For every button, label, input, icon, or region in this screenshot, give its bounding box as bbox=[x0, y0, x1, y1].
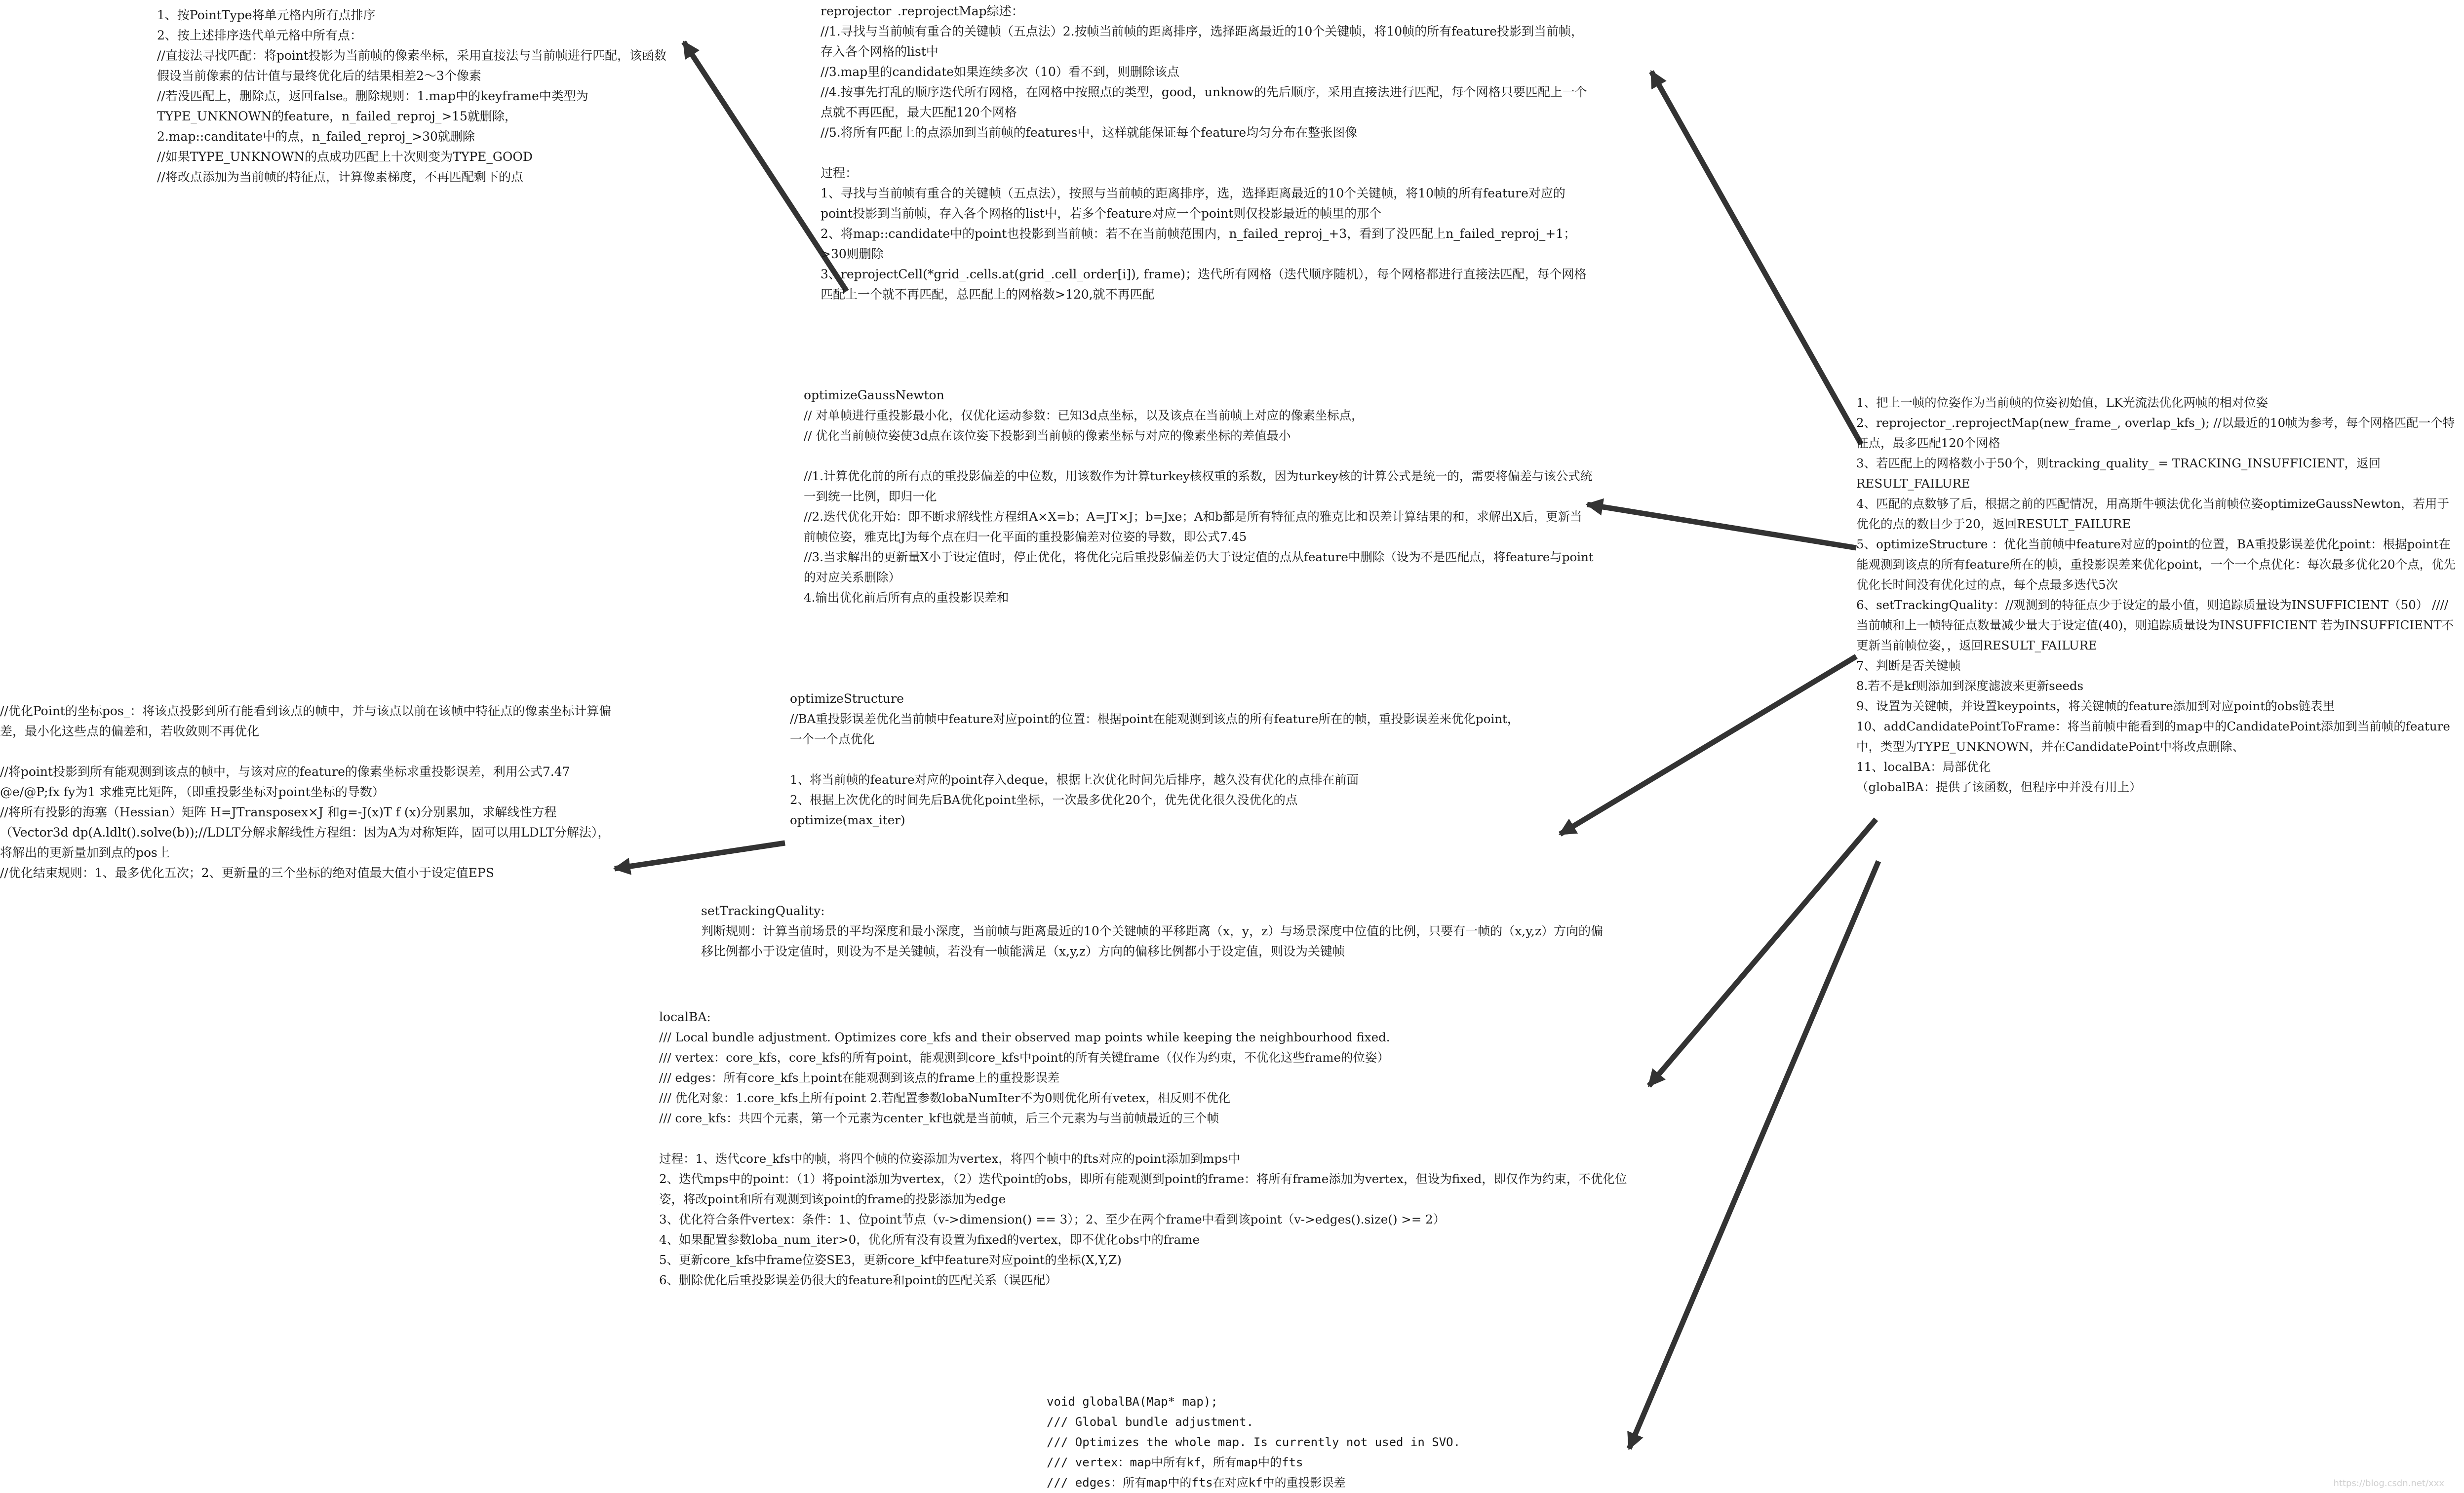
note-line: 2.map::canditate中的点，n_failed_reproj_>30就删除 bbox=[157, 129, 475, 144]
note-line: //优化Point的坐标pos_：将该点投影到所有能看到该点的帧中，并与该点以前在该帧中特征点的像素坐标计算偏差，最小化这些点的偏差和，若收敛则不再优化 bbox=[0, 704, 612, 738]
optimize-structure-note bbox=[790, 689, 1530, 830]
note-line: //将所有投影的海塞（Hessian）矩阵 H=JTransposex×J 和g=-J(x)T f (x)分别累加，求解线性方程（Vector3d dp(A.ldlt().solve(b));//LDLT分解求解线性方程组：因为A为对称矩阵，固可以用LDLT分解法），将解出的更新量加到点的pos上 bbox=[0, 805, 610, 860]
track-frame-main-note bbox=[1856, 392, 2459, 797]
note-line: 3、若匹配上的网格数小于50个，则tracking_quality_ = TRACKING_INSUFFICIENT，返回 RESULT_FAILURE bbox=[1856, 456, 2381, 491]
global-ba-note bbox=[1047, 1392, 1639, 1493]
note-line: /// edges：所有core_kfs上point在能观测到该点的frame上的重投影误差 bbox=[659, 1071, 1060, 1085]
note-line: 2、reprojector_.reprojectMap(new_frame_, overlap_kfs_); //以最近的10帧为参考，每个网格匹配一个特征点，最多匹配120个网格 bbox=[1856, 416, 2455, 450]
note-line: 1、按PointType将单元格内所有点排序 bbox=[157, 8, 376, 22]
reproject-cell-note bbox=[157, 5, 670, 187]
note-line: 6、删除优化后重投影误差仍很大的feature和point的匹配关系（误匹配） bbox=[659, 1273, 1057, 1287]
note-line: /// Local bundle adjustment. Optimizes core_kfs and their observed map points while keeping the neighbourhood fixed. bbox=[659, 1030, 1390, 1044]
note-line: /// 优化对象：1.core_kfs上所有point 2.若配置参数lobaNumIter不为0则优化所有vetex，相反则不优化 bbox=[659, 1091, 1231, 1105]
note-line: 4.输出优化前后所有点的重投影误差和 bbox=[804, 590, 1009, 605]
note-line: void globalBA(Map* map); bbox=[1047, 1395, 1218, 1409]
local-ba-note bbox=[659, 1007, 1637, 1290]
note-line: //若没匹配上，删除点，返回false。删除规则：1.map中的keyframe中类型为TYPE_UNKNOWN的feature，n_failed_reproj_>15就删除， bbox=[157, 89, 588, 123]
note-line: //2.迭代优化开始：即不断求解线性方程组A×X=b；A=JT×J；b=Jxe；A和b都是所有特征点的雅克比和误差计算结果的和，求解出X后，更新当前帧位姿，雅克比J为每个点在归一化平面的重投影偏差对位姿的导数，即公式7.45 bbox=[804, 509, 1582, 544]
arrow-structure-to-leftmid bbox=[615, 843, 785, 869]
note-line: optimize(max_iter) bbox=[790, 813, 905, 827]
arrow-main-to-structure bbox=[1560, 656, 1856, 834]
note-line: //1.计算优化前的所有点的重投影偏差的中位数，用该数作为计算turkey核权重的系数，因为turkey核的计算公式是统一的，需要将偏差与该公式统一到统一比例，即归一化 bbox=[804, 469, 1593, 503]
note-line: //如果TYPE_UNKNOWN的点成功匹配上十次则变为TYPE_GOOD bbox=[157, 150, 533, 164]
note-line: 4、匹配的点数够了后，根据之前的匹配情况，用高斯牛顿法优化当前帧位姿optimizeGaussNewton，若用于优化的点的数目少于20，返回RESULT_FAILURE bbox=[1856, 497, 2450, 531]
note-line: 过程：1、迭代core_kfs中的帧，将四个帧的位姿添加为vertex，将四个帧中的fts对应的point添加到mps中 bbox=[659, 1151, 1241, 1166]
note-line: 4、如果配置参数loba_num_iter>0，优化所有没有设置为fixed的vertex，即不优化obs中的frame bbox=[659, 1232, 1200, 1247]
arrow-main-to-gauss bbox=[1587, 504, 1856, 548]
note-line: //1.寻找与当前帧有重合的关键帧（五点法）2.按帧当前帧的距离排序，选择距离最近的10个关键帧，将10帧的所有feature投影到当前帧，存入各个网格的list中 bbox=[821, 24, 1584, 59]
note-line: /// vertex：core_kfs，core_kfs的所有point，能观测到core_kfs中point的所有关键frame（仅作为约束，不优化这些frame的位姿） bbox=[659, 1050, 1390, 1065]
note-line: 5、optimizeStructure ：优化当前帧中feature对应的point的位置，BA重投影误差优化point：根据point在能观测到该点的所有feature所在的帧，重投影误差来优化point，一个一个点优化：每次最多优化20个点，优先优化长时间没有优化过的点，每个点最多迭代5次 bbox=[1856, 537, 2456, 592]
set-tracking-quality-note bbox=[701, 901, 1604, 961]
note-line: 判断规则：计算当前场景的平均深度和最小深度，当前帧与距离最近的10个关键帧的平移距离（x，y，z）与场景深度中位值的比例，只要有一帧的（x,y,z）方向的偏移比例都小于设定值时，则设为不是关键帧，若没有一帧能满足（x,y,z）方向的偏移比例都小于设定值，则设为关键帧 bbox=[701, 924, 1604, 958]
note-subtitle: 过程： bbox=[821, 166, 858, 180]
reproject-map-note bbox=[821, 1, 1591, 305]
arrow-main-to-localba bbox=[1649, 819, 1876, 1086]
note-title: setTrackingQuality: bbox=[701, 904, 825, 918]
note-line: 2、将map::candidate中的point也投影到当前帧：若不在当前帧范围内，n_failed_reproj_+3，看到了没匹配上n_failed_reproj_+1；>30则删除 bbox=[821, 227, 1576, 261]
note-line: //将point投影到所有能观测到该点的帧中，与该对应的feature的像素坐标求重投影误差，利用公式7.47 @e/@P;fx fy为1 求雅克比矩阵，（即重投影坐标对point坐标的导数） bbox=[0, 765, 570, 799]
note-line: 2、迭代mps中的point：（1）将point添加为vertex，（2）迭代point的obs，即所有能观测到point的frame：将所有frame添加为vertex，但设为fixed，即仅作为约束，不优化位姿，将改point和所有观测到该point的frame的投影添加为edge bbox=[659, 1172, 1627, 1206]
note-line: //3.map里的candidate如果连续多次（10）看不到，则删除该点 bbox=[821, 65, 1179, 79]
note-line: //将改点添加为当前帧的特征点，计算像素梯度，不再匹配剩下的点 bbox=[157, 170, 523, 184]
note-line: 1、寻找与当前帧有重合的关键帧（五点法），按照与当前帧的距离排序，选，选择距离最近的10个关键帧，将10帧的所有feature对应的point投影到当前帧，存入各个网格的list中，若多个feature对应一个point则仅投影最近的帧里的那个 bbox=[821, 186, 1565, 221]
note-line: 10、addCandidatePointToFrame：将当前帧中能看到的map中的CandidatePoint添加到当前帧的feature中，类型为TYPE_UNKNOWN，并在CandidatePoint中将改点删除、 bbox=[1856, 719, 2450, 754]
note-title: optimizeStructure bbox=[790, 691, 904, 706]
note-line: // 对单帧进行重投影最小化，仅优化运动参数：已知3d点坐标，以及该点在当前帧上对应的像素坐标点， bbox=[804, 408, 1364, 422]
note-line: 2、根据上次优化的时间先后BA优化point坐标，一次最多优化20个，优先优化很久没优化的点 bbox=[790, 793, 1298, 807]
note-line: 3、reprojectCell(*grid_.cells.at(grid_.cell_order[i]), frame)；迭代所有网格（迭代顺序随机），每个网格都进行直接法匹配，每个网格匹配上一个就不再匹配，总匹配上的网格数>120,就不再匹配 bbox=[821, 267, 1587, 302]
note-line: //优化结束规则：1、最多优化五次；2、更新量的三个坐标的绝对值最大值小于设定值EPS bbox=[0, 866, 494, 880]
note-line: /// Global bundle adjustment. bbox=[1047, 1415, 1254, 1429]
note-line: // 优化当前帧位姿使3d点在该位姿下投影到当前帧的像素坐标与对应的像素坐标的差值最小 bbox=[804, 428, 1291, 443]
note-line: /// core_kfs：共四个元素，第一个元素为center_kf也就是当前帧，后三个元素为与当前帧最近的三个帧 bbox=[659, 1111, 1219, 1125]
note-line: //4.按事先打乱的顺序迭代所有网格，在网格中按照点的类型，good，unknow的先后顺序，采用直接法进行匹配，每个网格只要匹配上一个点就不再匹配，最大匹配120个网格 bbox=[821, 85, 1587, 119]
note-line: 9、设置为关键帧，并设置keypoints，将关键帧的feature添加到对应point的obs链表里 bbox=[1856, 699, 2335, 713]
watermark: https://blog.csdn.net/xxx bbox=[2333, 1478, 2444, 1489]
note-line: /// vertex：map中所有kf，所有map中的fts bbox=[1047, 1455, 1303, 1469]
optimize-gauss-newton-note bbox=[804, 385, 1594, 608]
arrow-main-to-reproject bbox=[1651, 72, 1861, 444]
note-line: （globalBA：提供了该函数，但程序中并没有用上） bbox=[1856, 780, 2142, 794]
note-line: 11、localBA：局部优化 bbox=[1856, 760, 1991, 774]
note-title: optimizeGaussNewton bbox=[804, 388, 944, 402]
note-line: 8.若不是kf则添加到深度滤波来更新seeds bbox=[1856, 679, 2084, 693]
note-line: //BA重投影误差优化当前帧中feature对应point的位置：根据point在能观测到该点的所有feature所在的帧，重投影误差来优化point，一个一个点优化 bbox=[790, 712, 1520, 746]
note-line: 7、判断是否关键帧 bbox=[1856, 658, 1961, 673]
note-line: //直接法寻找匹配：将point投影为当前帧的像素坐标，采用直接法与当前帧进行匹配，该函数假设当前像素的估计值与最终优化后的结果相差2～3个像素 bbox=[157, 48, 667, 83]
arrow-main-to-globalba bbox=[1629, 861, 1878, 1449]
note-title: reprojector_.reprojectMap综述： bbox=[821, 4, 1024, 18]
note-line: 3、优化符合条件vertex：条件：1、位point节点（v->dimension() == 3）；2、至少在两个frame中看到该point（v->edges().size() >= 2） bbox=[659, 1212, 1446, 1226]
note-line: //3.当求解出的更新量X小于设定值时，停止优化，将优化完后重投影偏差仍大于设定值的点从feature中删除（设为不是匹配点，将feature与point的对应关系删除） bbox=[804, 550, 1594, 584]
optimize-point-note bbox=[0, 701, 612, 883]
note-line: //5.将所有匹配上的点添加到当前帧的features中，这样就能保证每个feature均匀分布在整张图像 bbox=[821, 125, 1358, 140]
note-line: /// Optimizes the whole map. Is currently not used in SVO. bbox=[1047, 1435, 1461, 1449]
note-line: 5、更新core_kfs中frame位姿SE3，更新core_kf中feature对应point的坐标(X,Y,Z) bbox=[659, 1253, 1122, 1267]
note-line: 1、将当前帧的feature对应的point存入deque，根据上次优化时间先后排序，越久没有优化的点排在前面 bbox=[790, 772, 1359, 787]
note-line: /// edges：所有map中的fts在对应kf中的重投影误差 bbox=[1047, 1476, 1346, 1490]
note-line: 6、setTrackingQuality：//观测到的特征点少于设定的最小值，则追踪质量设为INSUFFICIENT（50） ////当前帧和上一帧特征点数量减少量大于设定值(40)，则追踪质量设为INSUFFICIENT 若为INSUFFICIENT不更新当前帧位姿，，返回RESULT_FAILURE bbox=[1856, 598, 2454, 652]
note-line: 2、按上述排序迭代单元格中所有点： bbox=[157, 28, 362, 42]
note-title: localBA: bbox=[659, 1010, 711, 1024]
note-line: 1、把上一帧的位姿作为当前帧的位姿初始值，LK光流法优化两帧的相对位姿 bbox=[1856, 395, 2268, 410]
